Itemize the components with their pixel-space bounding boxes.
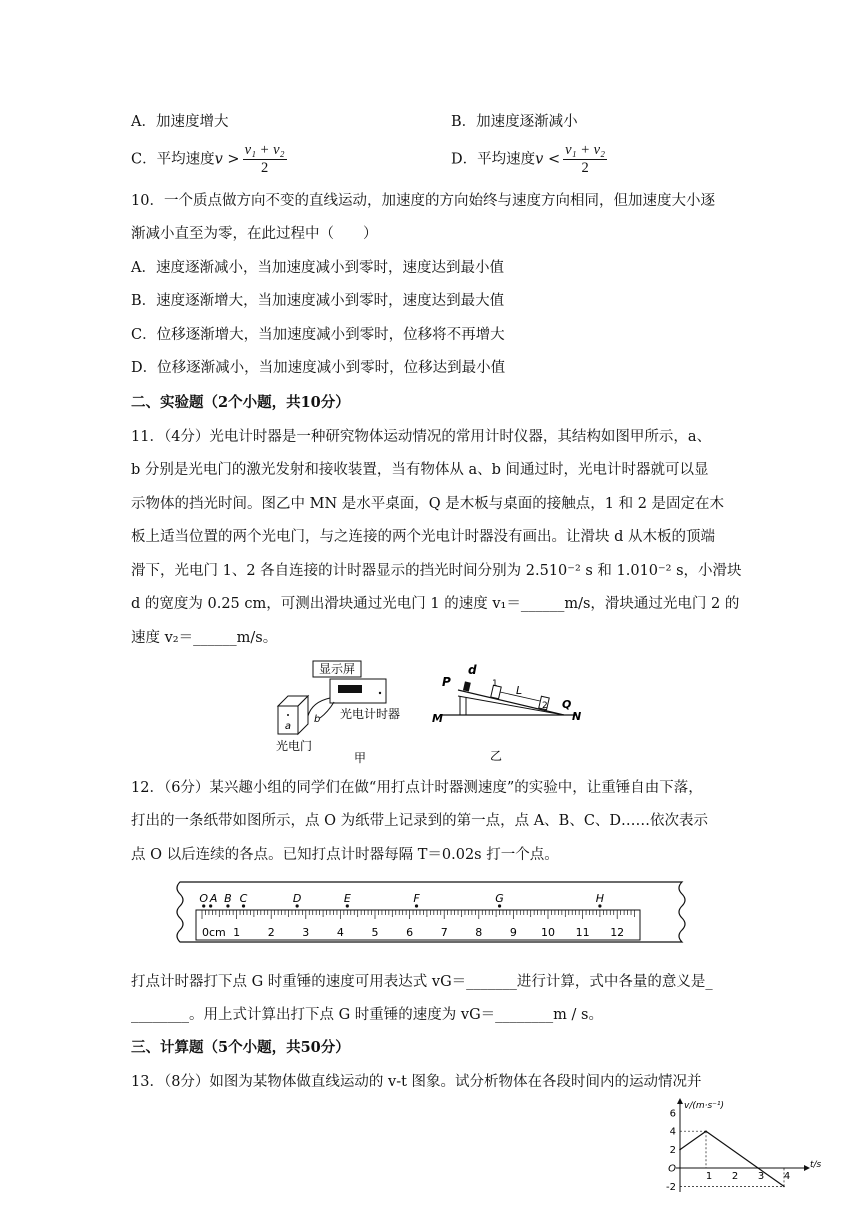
data-point [705, 1130, 707, 1132]
fraction-d [563, 142, 607, 177]
paper-tape-ruler [172, 878, 692, 948]
photogate-timer-figure [272, 658, 422, 768]
q10-stem-line1: 10．一个质点做方向不变的直线运动，加速度的方向始终与速度方向相同，但加速度大小逐 [131, 193, 715, 209]
y-axis-label: v/(m·s⁻¹) [684, 1101, 725, 1111]
fraction-numerator: v₁ + v₂ [244, 142, 285, 158]
data-point [783, 1186, 785, 1188]
ruler-label: 11 [575, 926, 590, 939]
q11-line4: 板上适当位置的两个光电门，与之连接的两个光电计时器没有画出。让滑块 d 从木板的顶端 [131, 529, 715, 545]
timer-button [379, 692, 381, 694]
q12-line4: 打点计时器打下点 G 时重锤的速度可用表达式 vG＝_______进行计算，式中各量的意义是_ [131, 974, 713, 990]
q12-line5: ________。用上式计算出打下点 G 时重锤的速度为 vG＝________m / s。 [131, 1007, 603, 1023]
tape-point-label: C [239, 892, 248, 905]
ruler-label: 9 [509, 926, 517, 939]
q9-option-b: B．加速度逐渐减小 [451, 114, 578, 130]
ruler-label: 10 [541, 926, 555, 939]
incline-figure [432, 660, 592, 768]
q11-line3: 示物体的挡光时间。图乙中 MN 是水平桌面，Q 是木板与桌面的接触点，1 和 2 是固定在木 [131, 496, 725, 512]
tape-point-label: A [209, 892, 218, 905]
ruler-body [196, 910, 640, 940]
label-d: d [468, 663, 477, 677]
q12-line1: 12．（6分）某兴趣小组的同学们在做“用打点计时器测速度”的实验中，让重锤自由下落， [131, 780, 703, 796]
fraction-c [243, 142, 287, 177]
tape-point-label: O [199, 892, 209, 905]
fraction-denominator: 2 [581, 160, 589, 176]
label-q: Q [562, 698, 572, 711]
data-point [679, 1149, 681, 1151]
ruler-label: 3 [302, 926, 310, 939]
ruler-label: 2 [267, 926, 275, 939]
q10-option-d: D．位移逐渐减小，当加速度减小到零时，位移达到最小值 [131, 360, 506, 376]
q13-line1: 13．（8分）如图为某物体做直线运动的 v-t 图象。试分析物体在各段时间内的运动情况并 [131, 1074, 702, 1090]
label-m: M [432, 712, 443, 725]
chart-labels [666, 1101, 822, 1193]
gate-hole [287, 714, 289, 716]
q10-option-c: C．位移逐渐增大，当加速度减小到零时，位移将不再增大 [131, 327, 505, 343]
q10-option-b: B．速度逐渐增大，当加速度减小到零时，速度达到最大值 [131, 293, 505, 309]
slider-d [463, 681, 471, 691]
caption-jia: 甲 [354, 751, 367, 765]
q11-line5: 滑下，光电门 1、2 各自连接的计时器显示的挡光时间分别为 2.510⁻² s 和 1.010⁻² s，小滑块 [131, 563, 742, 579]
label-p: P [442, 675, 451, 689]
section-2-heading: 二、实验题（2个小题，共10分） [131, 394, 350, 411]
fraction-numerator: v₁ + v₂ [565, 142, 606, 158]
x-tick-label: 4 [783, 1171, 791, 1182]
timer-label: 光电计时器 [340, 707, 401, 721]
ruler-label: 8 [475, 926, 483, 939]
x-tick-label: 1 [705, 1171, 713, 1182]
q11-line7: 速度 v₂＝______m/s。 [131, 630, 278, 646]
q9-option-d: D．平均速度v < $\frac{\text{v₁ + v₂}}{2}$ [451, 142, 606, 176]
gate-label: 光电门 [276, 739, 313, 753]
tape-point-label: E [343, 892, 351, 905]
y-tick-label: -2 [666, 1181, 676, 1193]
q9-option-c: C．平均速度v > $\frac{\text{v₁ + v₂}}{2}$ [131, 142, 285, 176]
ruler-label: 1 [233, 926, 241, 939]
ruler-label: 7 [440, 926, 448, 939]
q12-line3: 点 O 以后连续的各点。已知打点计时器每隔 T＝0.02s 打一个点。 [131, 847, 559, 863]
q10-stem-line2: 渐减小直至为零，在此过程中（ ） [131, 226, 378, 242]
cable-2 [320, 702, 334, 718]
q9-option-a: A．加速度增大 [131, 114, 229, 130]
ruler-label: 12 [610, 926, 625, 939]
ruler-label: 6 [406, 926, 414, 939]
ruler-label: 5 [371, 926, 379, 939]
q11-line2: b 分别是光电门的激光发射和接收装置，当有物体从 a、b 间通过时，光电计时器就可以显 [131, 462, 709, 478]
x-axis-label: t/s [810, 1160, 822, 1170]
q9-option-d-label: D．平均速度 [451, 151, 536, 168]
y-tick-label: 2 [669, 1145, 676, 1157]
caption-yi: 乙 [490, 749, 503, 763]
y-axis-arrow [677, 1098, 683, 1104]
label-a: a [284, 721, 292, 732]
tape-point-label: B [224, 892, 232, 905]
data-point [757, 1167, 759, 1169]
v-symbol: v [214, 151, 223, 168]
v-symbol: v [535, 151, 544, 168]
label-2: 2 [542, 701, 548, 711]
section-3-heading: 三、计算题（5个小题，共50分） [131, 1039, 350, 1056]
q9-option-c-label: C．平均速度 [131, 151, 215, 168]
label-b: b [314, 714, 321, 725]
label-l: L [516, 684, 523, 697]
ruler-label: 4 [336, 926, 344, 939]
q10-option-a: A．速度逐渐减小，当加速度减小到零时，速度达到最小值 [131, 260, 504, 276]
ruler-label: 0cm [202, 926, 226, 939]
timer-display [338, 685, 362, 693]
q11-line1: 11．（4分）光电计时器是一种研究物体运动情况的常用计时仪器，其结构如图甲所示，a、 [131, 429, 712, 445]
label-1: 1 [492, 679, 498, 689]
y-tick-label: O [668, 1163, 676, 1175]
tape-point-label: F [413, 892, 420, 905]
label-n: N [572, 710, 582, 723]
y-tick-label: 4 [669, 1126, 676, 1138]
tape-point-label: G [495, 892, 504, 905]
tape-point-label: H [595, 892, 605, 905]
q12-line2: 打出的一条纸带如图所示，点 O 为纸带上记录到的第一点，点 A、B、C、D……依次表示 [131, 813, 709, 829]
screen-label: 显示屏 [318, 662, 356, 676]
tape-point-label: D [292, 892, 302, 905]
x-tick-label: 2 [731, 1171, 739, 1182]
q11-line6: d 的宽度为 0.25 cm，可测出滑块通过光电门 1 的速度 v₁＝______m/s，滑块通过光电门 2 的 [131, 596, 740, 612]
y-tick-label: 6 [669, 1108, 676, 1120]
v-t-chart [658, 1096, 828, 1198]
fraction-denominator: 2 [260, 160, 269, 176]
x-tick-label: 3 [757, 1171, 765, 1182]
